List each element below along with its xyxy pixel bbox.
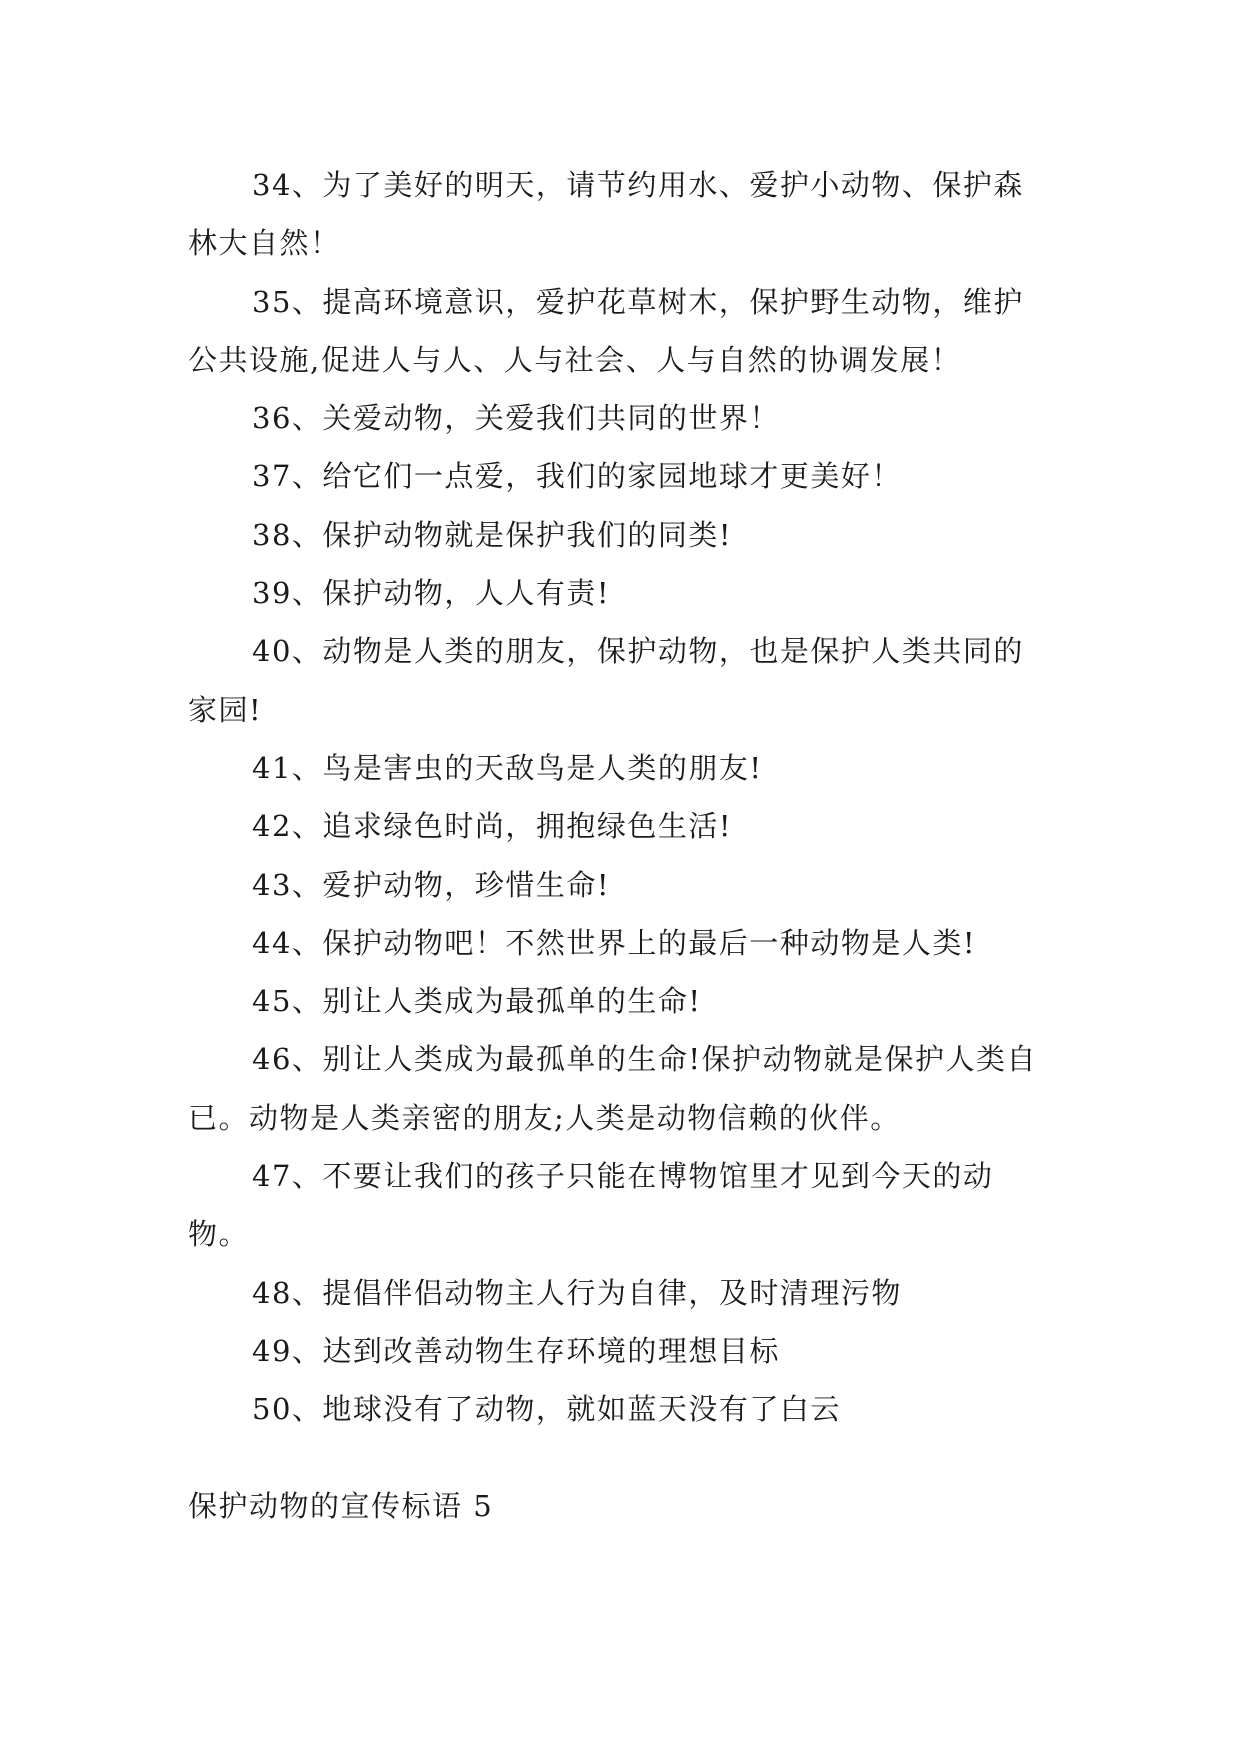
slogan-item: 48、提倡伴侣动物主人行为自律，及时清理污物 — [252, 1275, 902, 1310]
slogan-item: 40、动物是人类的朋友，保护动物，也是保护人类共同的家园! — [188, 634, 1024, 727]
slogan-item: 49、达到改善动物生存环境的理想目标 — [252, 1333, 780, 1368]
slogan-item: 47、不要让我们的孩子只能在博物馆里才见到今天的动物。 — [188, 1159, 994, 1252]
section-heading: 保护动物的宣传标语 5 — [188, 1489, 494, 1523]
slogan-item: 34、为了美好的明天，请节约用水、爱护小动物、保护森林大自然！ — [188, 168, 1024, 261]
slogan-item: 46、别让人类成为最孤单的生命!保护动物就是保护人类自已。动物是人类亲密的朋友;人类是动物信赖的伙伴。 — [188, 1042, 1038, 1135]
slogan-item: 44、保护动物吧！不然世界上的最后一种动物是人类! — [252, 925, 977, 960]
slogan-item: 41、鸟是害虫的天敌鸟是人类的朋友! — [252, 750, 763, 785]
slogan-item: 37、给它们一点爱，我们的家园地球才更美好！ — [252, 459, 902, 494]
slogan-item: 43、爱护动物，珍惜生命! — [252, 867, 611, 902]
slogan-item: 38、保护动物就是保护我们的同类! — [252, 517, 733, 552]
slogan-item: 50、地球没有了动物，就如蓝天没有了白云 — [252, 1392, 841, 1427]
slogan-item: 36、关爱动物，关爱我们共同的世界！ — [252, 401, 780, 436]
slogan-item: 35、提高环境意识，爱护花草树木，保护野生动物，维护公共设施,促进人与人、人与社会、人与自然的协调发展！ — [188, 284, 1024, 377]
slogan-item: 42、追求绿色时尚，拥抱绿色生活! — [252, 809, 733, 844]
slogan-item: 39、保护动物，人人有责! — [252, 576, 611, 611]
slogan-list — [188, 156, 1048, 1439]
slogan-item: 45、别让人类成为最孤单的生命! — [252, 984, 702, 1019]
